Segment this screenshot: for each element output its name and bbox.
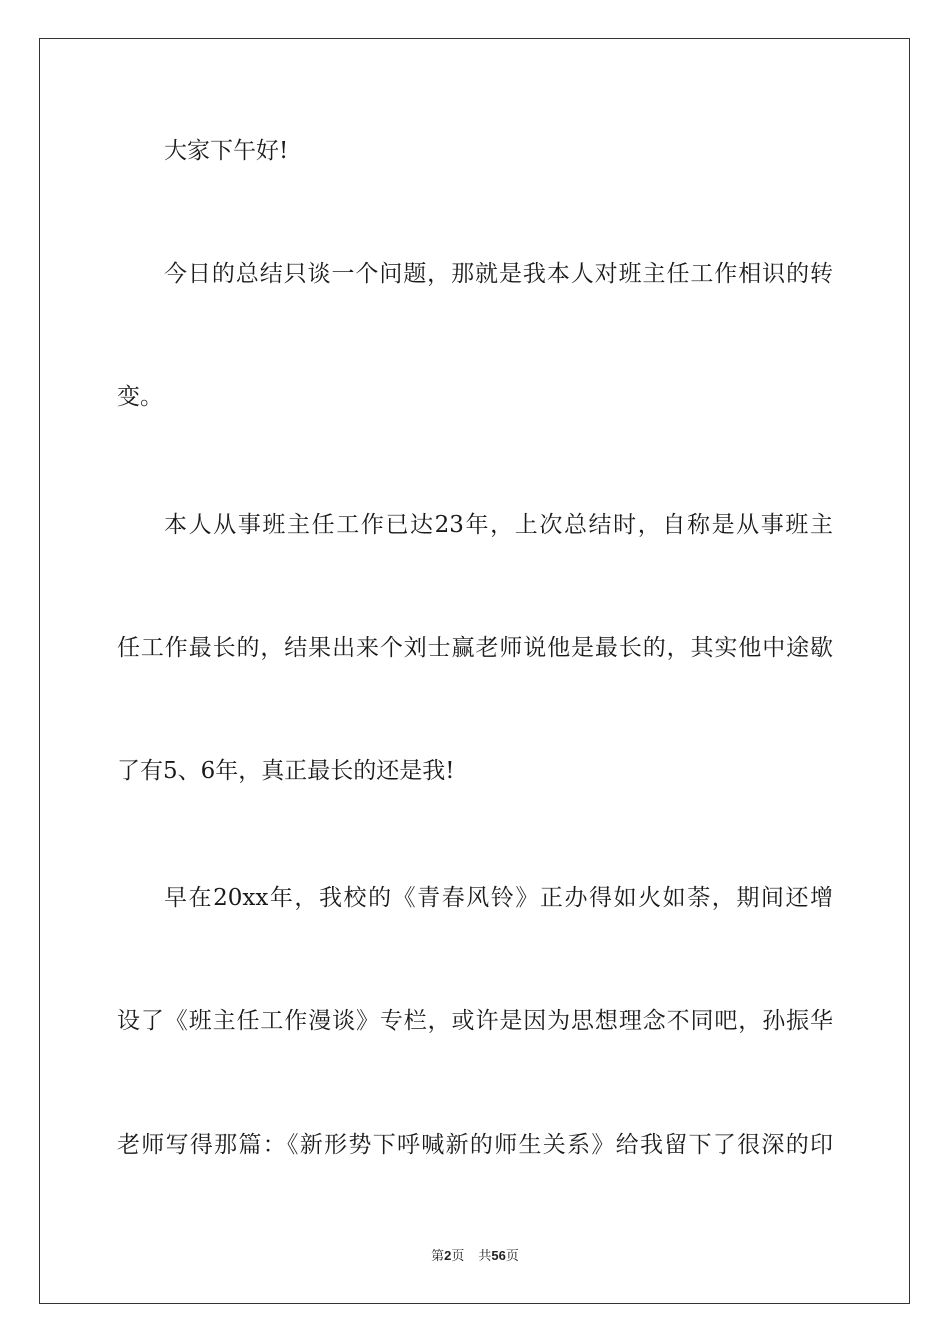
footer-total-suffix: 页: [505, 1249, 519, 1264]
text-line-8: 老师写得那篇：《新形势下呼喊新的师生关系》给我留下了很深的印: [117, 1132, 833, 1158]
text-line-3: 本人从事班主任工作已达23年，上次总结时，自称是从事班主: [164, 512, 833, 538]
footer-page-prefix: 第: [431, 1249, 445, 1264]
footer-total-prefix: 共: [478, 1249, 492, 1264]
page-footer: [0, 1247, 950, 1266]
text-line-greeting: 大家下午好!: [164, 138, 289, 164]
footer-total-pages: 56: [491, 1248, 506, 1263]
text-line-6: 早在20xx年，我校的《青春风铃》正办得如火如荼，期间还增: [164, 885, 833, 911]
text-line-5: 了有5、6年，真正最长的还是我!: [117, 758, 455, 784]
footer-page-number: 2: [444, 1248, 452, 1263]
text-line-7: 设了《班主任工作漫谈》专栏，或许是因为思想理念不同吧，孙振华: [117, 1008, 833, 1034]
text-line-2: 变。: [117, 384, 163, 410]
footer-page-suffix: 页: [451, 1249, 465, 1264]
text-line-4: 任工作最长的，结果出来个刘士赢老师说他是最长的，其实他中途歇: [117, 635, 833, 661]
text-line-1: 今日的总结只谈一个问题，那就是我本人对班主任工作相识的转: [164, 261, 833, 287]
page-frame: [39, 38, 910, 1304]
